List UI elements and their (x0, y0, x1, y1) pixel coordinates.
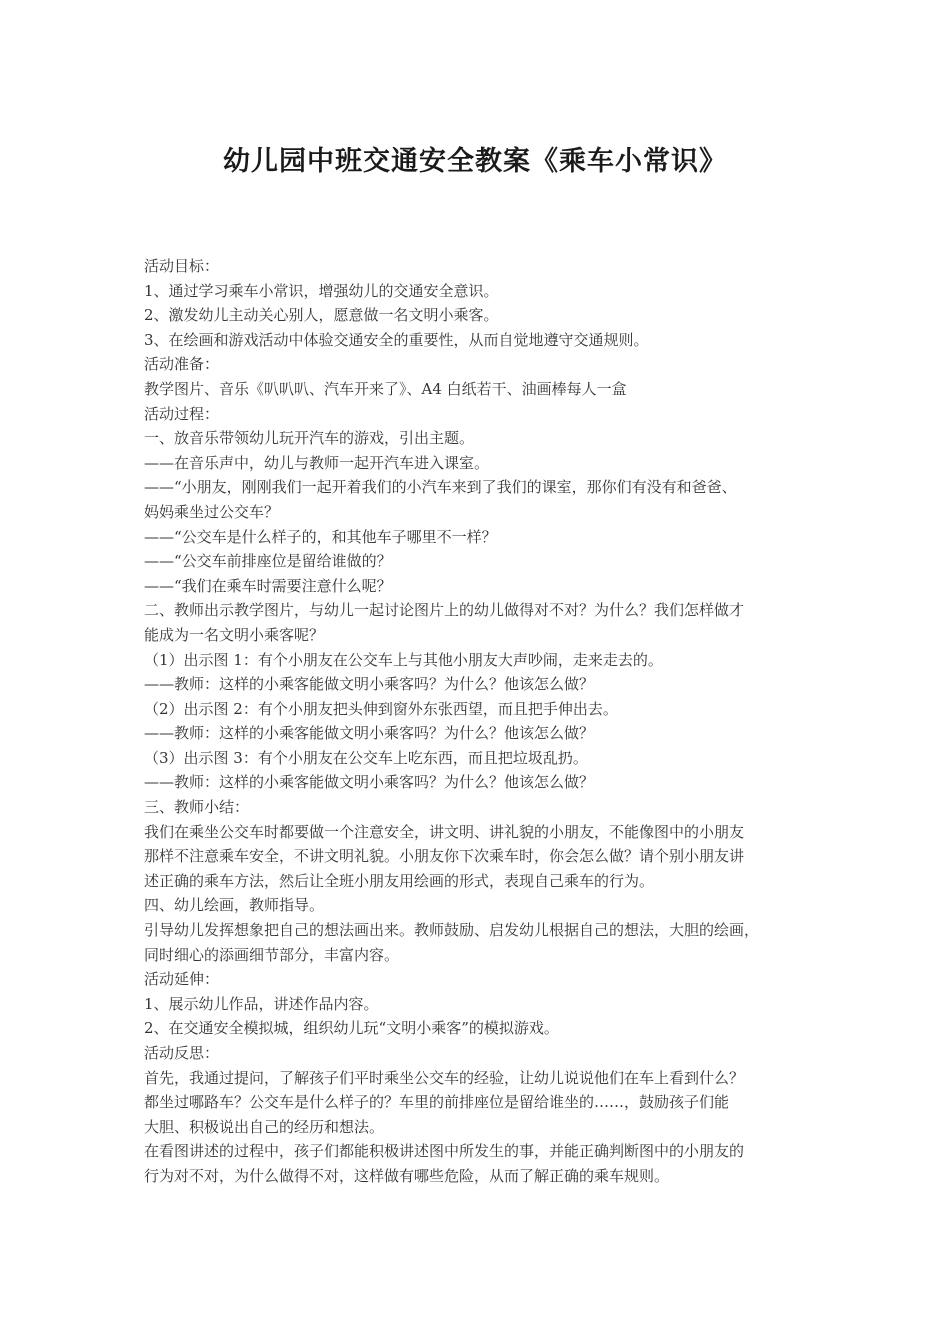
text-line: 一、放音乐带领幼儿玩开汽车的游戏，引出主题。 (144, 429, 475, 448)
text-line: 3、在绘画和游戏活动中体验交通安全的重要性，从而自觉地遵守交通规则。 (144, 330, 649, 349)
text-line: 活动延伸： (144, 970, 220, 989)
document-body (144, 254, 812, 1189)
text-line: 述正确的乘车方法，然后让全班小朋友用绘画的形式，表现自己乘车的行为。 (144, 871, 655, 890)
text-line: 2、在交通安全模拟城，组织幼儿玩“文明小乘客”的模拟游戏。 (144, 1019, 559, 1038)
text-line: 四、幼儿绘画，教师指导。 (144, 896, 325, 915)
text-line: 活动准备： (144, 355, 220, 374)
text-line: 妈妈乘坐过公交车？ (144, 502, 280, 521)
text-line: 同时细心的添画细节部分，丰富内容。 (144, 945, 400, 964)
text-line: 1、展示幼儿作品，讲述作品内容。 (144, 994, 379, 1013)
text-line: ——“小朋友，刚刚我们一起开着我们的小汽车来到了我们的课室，那你们有没有和爸爸、 (144, 478, 737, 497)
document-title: 幼儿园中班交通安全教案《乘车小常识》 (223, 146, 727, 177)
text-line: ——教师：这样的小乘客能做文明小乘客吗？为什么？他该怎么做？ (144, 724, 595, 743)
text-line: 2、激发幼儿主动关心别人，愿意做一名文明小乘客。 (144, 306, 499, 325)
text-line: 三、教师小结： (144, 798, 250, 817)
text-line: （3）出示图 3：有个小朋友在公交车上吃东西，而且把垃圾乱扔。 (144, 748, 588, 767)
text-line: 1、通过学习乘车小常识，增强幼儿的交通安全意识。 (144, 281, 499, 300)
text-line: 活动目标： (144, 257, 220, 275)
text-line: （2）出示图 2：有个小朋友把头伸到窗外东张西望，而且把手伸出去。 (144, 699, 618, 718)
text-line: 我们在乘坐公交车时都要做一个注意安全，讲文明、讲礼貌的小朋友，不能像图中的小朋友 (144, 822, 745, 841)
text-line: 活动过程： (144, 404, 220, 423)
text-line: ——“我们在乘车时需要注意什么呢？ (144, 576, 392, 595)
text-line: 活动反思： (144, 1044, 220, 1062)
text-line: 行为对不对，为什么做得不对，这样做有哪些危险，从而了解正确的乘车规则。 (144, 1166, 670, 1185)
text-line: ——“公交车是什么样子的，和其他车子哪里不一样？ (144, 527, 497, 546)
text-line: ——“公交车前排座位是留给谁做的？ (144, 552, 392, 571)
text-line: 引导幼儿发挥想象把自己的想法画出来。教师鼓励、启发幼儿根据自己的想法，大胆的绘画， (144, 921, 760, 940)
text-line: 能成为一名文明小乘客呢？ (144, 625, 325, 644)
text-line: 大胆、积极说出自己的经历和想法。 (144, 1117, 385, 1136)
text-line: ——教师：这样的小乘客能做文明小乘客吗？为什么？他该怎么做？ (144, 675, 595, 694)
text-line: 在看图讲述的过程中，孩子们都能积极讲述图中所发生的事，并能正确判断图中的小朋友的 (144, 1142, 745, 1161)
text-line: 二、教师出示教学图片，与幼儿一起讨论图片上的幼儿做得对不对？为什么？我们怎样做才 (144, 601, 745, 620)
text-line: 都坐过哪路车？公交车是什么样子的？车里的前排座位是留给谁坐的……，鼓励孩子们能 (144, 1093, 730, 1112)
text-line: 那样不注意乘车安全，不讲文明礼貌。小朋友你下次乘车时，你会怎么做？请个别小朋友讲 (144, 847, 745, 866)
text-line: 首先，我通过提问，了解孩子们平时乘坐公交车的经验，让幼儿说说他们在车上看到什么？ (144, 1068, 745, 1087)
text-line: 教学图片、音乐《叭叭叭、汽车开来了》、A4 白纸若干、油画棒每人一盒 (144, 379, 627, 398)
text-line: ——在音乐声中，幼儿与教师一起开汽车进入课室。 (144, 453, 490, 472)
text-line: （1）出示图 1：有个小朋友在公交车上与其他小朋友大声吵闹，走来走去的。 (144, 650, 663, 669)
text-line: ——教师：这样的小乘客能做文明小乘客吗？为什么？他该怎么做？ (144, 773, 595, 792)
